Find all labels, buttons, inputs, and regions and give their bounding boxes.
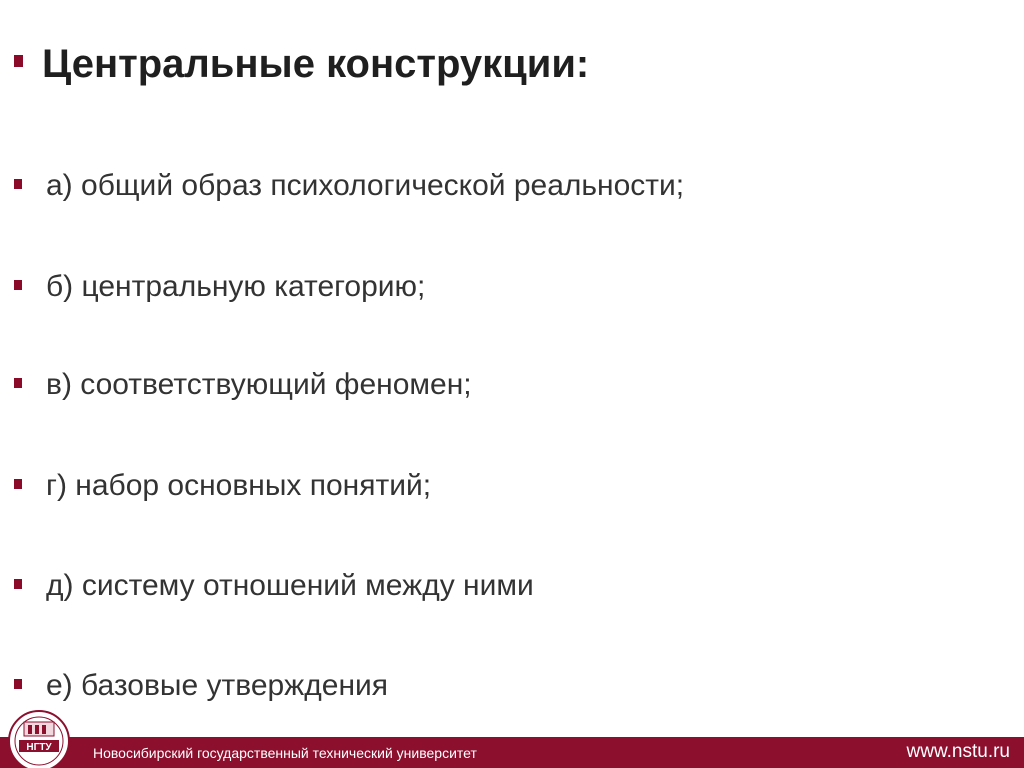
list-item [14,269,425,305]
slide-title-row [14,40,589,88]
bullet-icon [14,378,22,388]
list-item [14,568,534,604]
list-item [14,668,388,704]
footer-bar [0,737,1024,768]
bullet-icon [14,579,22,589]
slide-title: Центральные конструкции: [42,42,590,86]
bullet-icon [14,679,22,689]
bullet-icon [14,280,22,290]
list-item [14,168,684,204]
title-bullet-icon [14,55,23,67]
list-item-text: б) центральную категорию; [46,270,426,303]
list-item-text: е) базовые утверждения [46,669,389,702]
bullet-icon [14,179,22,189]
logo-text: НГТУ [26,742,52,753]
list-item-text: в) соответствующий феномен; [46,368,472,401]
university-seal-icon [2,704,76,768]
list-item-text: а) общий образ психологической реальности; [46,169,685,202]
list-item [14,468,431,504]
list-item [14,367,472,403]
bullet-icon [14,479,22,489]
website-link[interactable]: www.nstu.ru [906,741,1010,762]
list-item-text: г) набор основных понятий; [46,469,432,502]
list-item-text: д) систему отношений между ними [46,569,534,602]
university-name: Новосибирский государственный технический университет [93,745,477,761]
